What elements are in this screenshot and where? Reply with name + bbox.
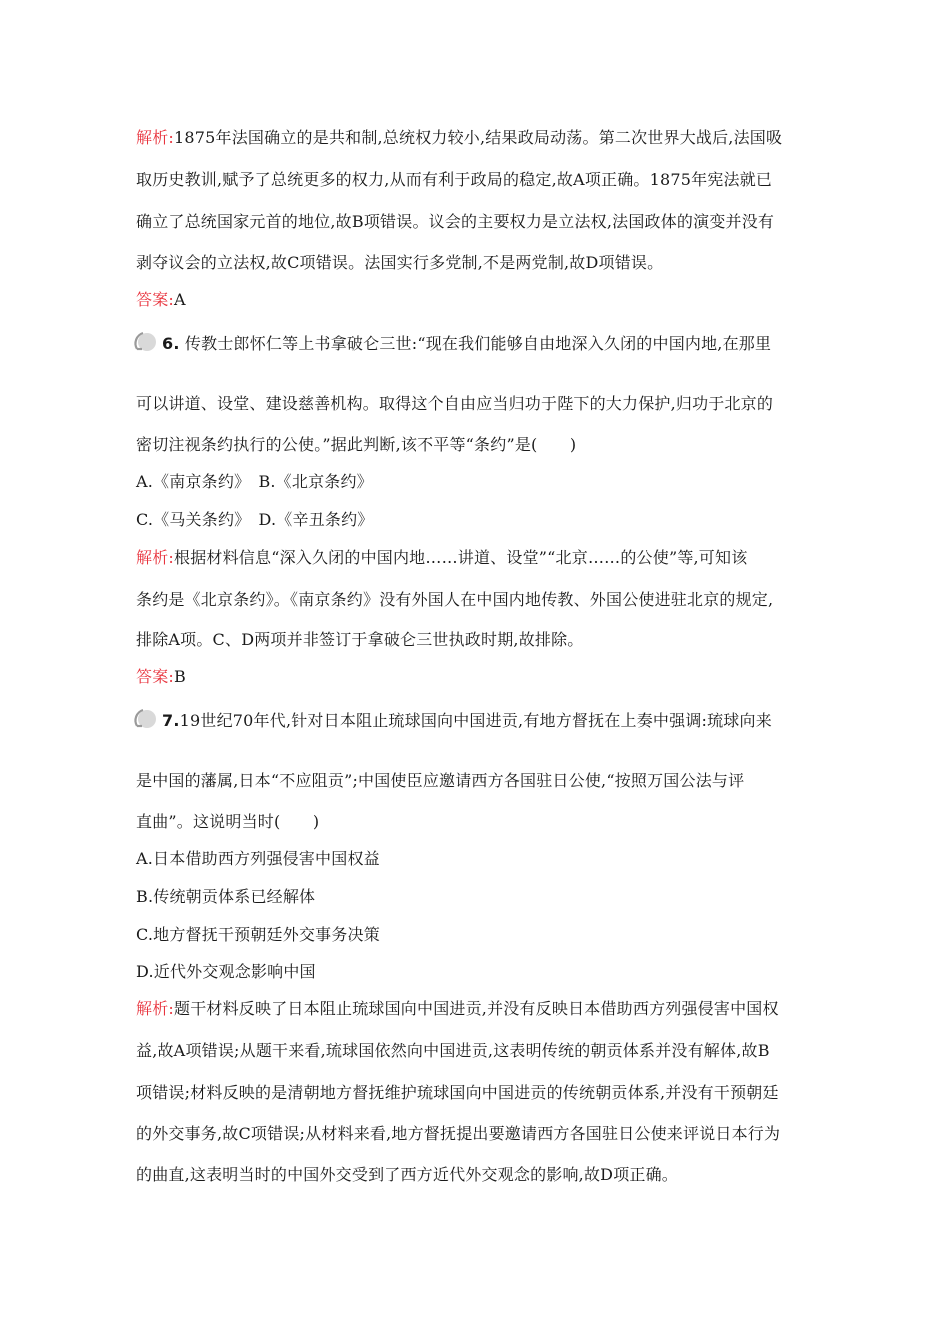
q7-analysis-line-4: 的外交事务,故C项错误;从材料来看,地方督抚提出要邀请西方各国驻日公使来评说日本行为: [136, 1124, 781, 1143]
q6-analysis-line-3: 排除A项。C、D两项并非签订于拿破仑三世执政时期,故排除。: [136, 630, 584, 649]
q7-stem-line-1: 7.19世纪70年代,针对日本阻止琉球国向中国进贡,有地方督抚在上奏中强调:琉球向来: [162, 711, 772, 730]
q6-option-row-2: C.《马关条约》 D.《辛丑条约》: [136, 510, 374, 529]
q6-analysis-line-1: 解析:根据材料信息“深入久闭的中国内地……讲道、设堂”“北京……的公使”等,可知该: [136, 548, 748, 567]
q6-answer-value: B: [174, 667, 186, 686]
answer5-label: 答案:: [136, 290, 174, 309]
q7-analysis-line-5: 的曲直,这表明当时的中国外交受到了西方近代外交观念的影响,故D项正确。: [136, 1165, 679, 1184]
q6-answer-label: 答案:: [136, 667, 174, 686]
q6-answer-line: [136, 666, 816, 688]
q6-analysis-label: 解析:: [136, 548, 174, 567]
analysis5-line-4: 剥夺议会的立法权,故C项错误。法国实行多党制,不是两党制,故D项错误。: [136, 253, 664, 272]
q6-number: 6.: [162, 334, 180, 353]
analysis5-label: 解析:: [136, 128, 174, 147]
analysis5-line-3: 确立了总统国家元首的地位,故B项错误。议会的主要权力是立法权,法国政体的演变并没有: [136, 212, 775, 231]
q7-analysis-line-1: 解析:题干材料反映了日本阻止琉球国向中国进贡,并没有反映日本借助西方列强侵害中国权: [136, 999, 779, 1018]
q7-option-a: A.日本借助西方列强侵害中国权益: [136, 849, 380, 868]
q7-analysis-label: 解析:: [136, 999, 174, 1018]
q6-option-row-1: A.《南京条约》 B.《北京条约》: [136, 472, 373, 491]
q7-stem-line-2: 是中国的藩属,日本“不应阻贡”;中国使臣应邀请西方各国驻日公使,“按照万国公法与评: [136, 771, 745, 790]
question-marker-icon: [133, 331, 159, 353]
q7-number: 7.: [162, 711, 180, 730]
answer5-value: A: [174, 290, 186, 309]
analysis5-line-2: 取历史教训,赋予了总统更多的权力,从而有利于政局的稳定,故A项正确。1875年宪法就已: [136, 170, 773, 189]
answer5-line: [136, 289, 816, 311]
question-marker-icon: [133, 708, 159, 730]
q7-stem-line-3: 直曲”。这说明当时( ): [136, 812, 320, 831]
q7-option-c: C.地方督抚干预朝廷外交事务决策: [136, 925, 380, 944]
q6-analysis-line-2: 条约是《北京条约》。《南京条约》没有外国人在中国内地传教、外国公使进驻北京的规定,: [136, 590, 774, 609]
q7-analysis-line-3: 项错误;材料反映的是清朝地方督抚维护琉球国向中国进贡的传统朝贡体系,并没有干预朝廷: [136, 1083, 779, 1102]
q6-stem-line-3: 密切注视条约执行的公使。”据此判断,该不平等“条约”是( ): [136, 435, 577, 454]
q6-stem-line-2: 可以讲道、设堂、建设慈善机构。取得这个自由应当归功于陛下的大力保护,归功于北京的: [136, 394, 774, 413]
q6-stem-line-1: 6. 传教士郎怀仁等上书拿破仑三世:“现在我们能够自由地深入久闭的中国内地,在那里: [162, 334, 772, 353]
q7-option-d: D.近代外交观念影响中国: [136, 962, 316, 981]
q7-analysis-line-2: 益,故A项错误;从题干来看,琉球国依然向中国进贡,这表明传统的朝贡体系并没有解体,故B: [136, 1041, 770, 1060]
q7-option-b: B.传统朝贡体系已经解体: [136, 887, 316, 906]
analysis5-line-1: 解析:1875年法国确立的是共和制,总统权力较小,结果政局动荡。第二次世界大战后,法国吸: [136, 128, 783, 147]
